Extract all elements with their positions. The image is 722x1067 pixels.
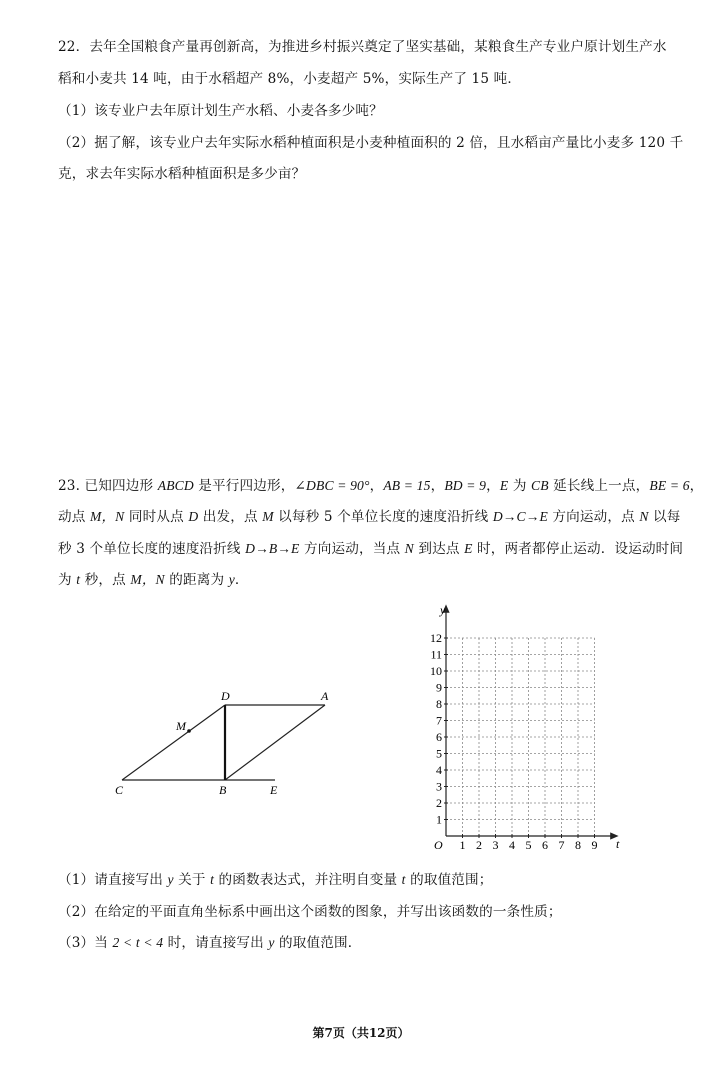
q23-line-1 bbox=[58, 476, 703, 496]
x-tick-label: 4 bbox=[509, 838, 515, 852]
q23-math: BD = 9 bbox=[444, 478, 487, 493]
q23-part-3 bbox=[58, 933, 361, 953]
q23-var: t bbox=[210, 872, 215, 887]
y-tick-label: 3 bbox=[436, 779, 442, 794]
q23-math: AB = 15 bbox=[383, 478, 431, 493]
label-m: M bbox=[176, 719, 186, 733]
y-tick-label: 4 bbox=[436, 763, 442, 777]
q23-var: M，N bbox=[130, 572, 165, 587]
label-d: D bbox=[221, 689, 230, 703]
q23-text: 为 bbox=[58, 572, 77, 588]
q23-text: ， bbox=[430, 478, 445, 494]
q23-text: （1）请直接写出 bbox=[58, 872, 168, 888]
q23-line-3 bbox=[58, 539, 683, 559]
q22-part-2-line-1: （2）据了解，该专业户去年实际水稻种植面积是小麦种植面积的 2 倍，且水稻亩产量比小麦多 120 千 bbox=[58, 135, 684, 151]
q23-math: BE = 6 bbox=[649, 478, 690, 493]
x-tick-label: 9 bbox=[591, 838, 598, 852]
q23-text: 同时从点 bbox=[124, 509, 189, 525]
page-footer: 第7页（共12页） bbox=[312, 1026, 410, 1040]
x-tick-label: 5 bbox=[525, 838, 532, 852]
q23-var: y bbox=[167, 872, 174, 887]
q23-var: y bbox=[268, 935, 275, 950]
q23-text: 方向运动，点 bbox=[547, 509, 640, 525]
q23-var: D bbox=[188, 509, 199, 524]
q23-line-4 bbox=[58, 570, 249, 590]
parallelogram-figure bbox=[105, 680, 355, 800]
q23-text: 的距离为 bbox=[164, 572, 229, 588]
x-tick-label: 8 bbox=[575, 838, 581, 852]
q23-text: 以每 bbox=[648, 509, 681, 525]
q23-var: E bbox=[499, 478, 509, 493]
q23-var: N bbox=[404, 541, 414, 556]
y-tick-label: 11 bbox=[430, 647, 442, 662]
q23-text: ， bbox=[689, 478, 704, 494]
x-tick-label: 2 bbox=[476, 838, 482, 852]
q23-part-2: （2）在给定的平面直角坐标系中画出这个函数的图象，并写出该函数的一条性质； bbox=[58, 904, 562, 920]
q23-text: ， bbox=[369, 478, 384, 494]
point-m bbox=[187, 729, 191, 733]
q22-line-2: 稻和小麦共 14 吨，由于水稻超产 8%，小麦超产 5%，实际生产了 15 吨． bbox=[58, 71, 522, 87]
y-tick-label: 1 bbox=[436, 812, 442, 827]
y-axis-label: y bbox=[440, 603, 446, 617]
q23-text: 方向运动，当点 bbox=[299, 541, 405, 557]
q23-text: 到达点 bbox=[413, 541, 465, 557]
x-tick-label: 3 bbox=[492, 838, 499, 852]
q23-var: M bbox=[262, 509, 274, 524]
q23-text: 以每秒 5 个单位长度的速度沿折线 bbox=[273, 509, 493, 525]
q23-var: CB bbox=[531, 478, 549, 493]
q23-part-1 bbox=[58, 870, 493, 890]
y-tick-label: 6 bbox=[436, 730, 442, 744]
q22-part-2-line-2: 克，求去年实际水稻种植面积是多少亩？ bbox=[58, 166, 306, 182]
label-b: B bbox=[219, 783, 227, 797]
q22-line-1: 22．去年全国粮食产量再创新高，为推进乡村振兴奠定了坚实基础，某粮食生产专业户原计划生产水 bbox=[58, 39, 667, 55]
q23-text: （3）当 bbox=[58, 935, 113, 951]
q23-var: N bbox=[639, 509, 649, 524]
q23-text: 的取值范围； bbox=[405, 872, 493, 888]
q23-text: 秒 3 个单位长度的速度沿折线 bbox=[58, 541, 246, 557]
q23-var: t bbox=[401, 872, 406, 887]
q23-text: 的取值范围． bbox=[274, 935, 362, 951]
q23-var: M，N bbox=[89, 509, 125, 524]
q23-math: D→B→E bbox=[245, 541, 300, 556]
segment-ab bbox=[225, 705, 325, 780]
q23-text: ． bbox=[234, 572, 249, 588]
y-tick-label: 12 bbox=[430, 631, 442, 645]
x-tick-label: 7 bbox=[558, 838, 565, 852]
q23-math: 2 < t < 4 bbox=[112, 935, 164, 950]
y-tick-label: 10 bbox=[430, 664, 442, 678]
y-tick-label: 9 bbox=[436, 680, 442, 695]
y-tick-label: 2 bbox=[436, 796, 442, 810]
q23-text: 秒，点 bbox=[80, 572, 131, 588]
y-tick-label: 5 bbox=[436, 746, 442, 761]
label-e: E bbox=[270, 783, 278, 797]
q22-part-1: （1）该专业户去年原计划生产水稻、小麦各多少吨？ bbox=[58, 103, 383, 119]
q23-text: 为 bbox=[508, 478, 532, 494]
x-tick-label: 6 bbox=[542, 838, 548, 852]
q23-text: 延长线上一点， bbox=[548, 478, 650, 494]
q23-text: 关于 bbox=[173, 872, 211, 888]
q23-line-2 bbox=[58, 507, 681, 527]
segment-cd bbox=[122, 705, 225, 780]
q23-var: y bbox=[228, 572, 235, 587]
label-c: C bbox=[115, 783, 124, 797]
q23-text: 是平行四边形， bbox=[193, 478, 295, 494]
q23-var: E bbox=[464, 541, 473, 556]
coordinate-grid bbox=[420, 600, 630, 860]
q23-text: 出发，点 bbox=[198, 509, 263, 525]
label-a: A bbox=[321, 689, 329, 703]
q23-var: ABCD bbox=[157, 478, 194, 493]
q23-text: 时，两者都停止运动．设运动时间 bbox=[472, 541, 684, 557]
y-tick-label: 7 bbox=[436, 713, 442, 728]
q23-math: ∠DBC = 90° bbox=[294, 478, 370, 493]
q23-text: 23. 已知四边形 bbox=[58, 478, 158, 494]
q23-text: ， bbox=[486, 478, 500, 494]
q23-text: 动点 bbox=[58, 509, 90, 525]
q23-var: t bbox=[76, 572, 81, 587]
y-tick-label: 8 bbox=[436, 697, 442, 711]
x-tick-label: 1 bbox=[459, 838, 466, 852]
q23-math: D→C→E bbox=[492, 509, 548, 524]
q23-text: 的函数表达式，并注明自变量 bbox=[214, 872, 402, 888]
q23-text: 时，请直接写出 bbox=[163, 935, 269, 951]
origin-label: O bbox=[434, 838, 443, 852]
x-axis-label: t bbox=[616, 837, 620, 851]
